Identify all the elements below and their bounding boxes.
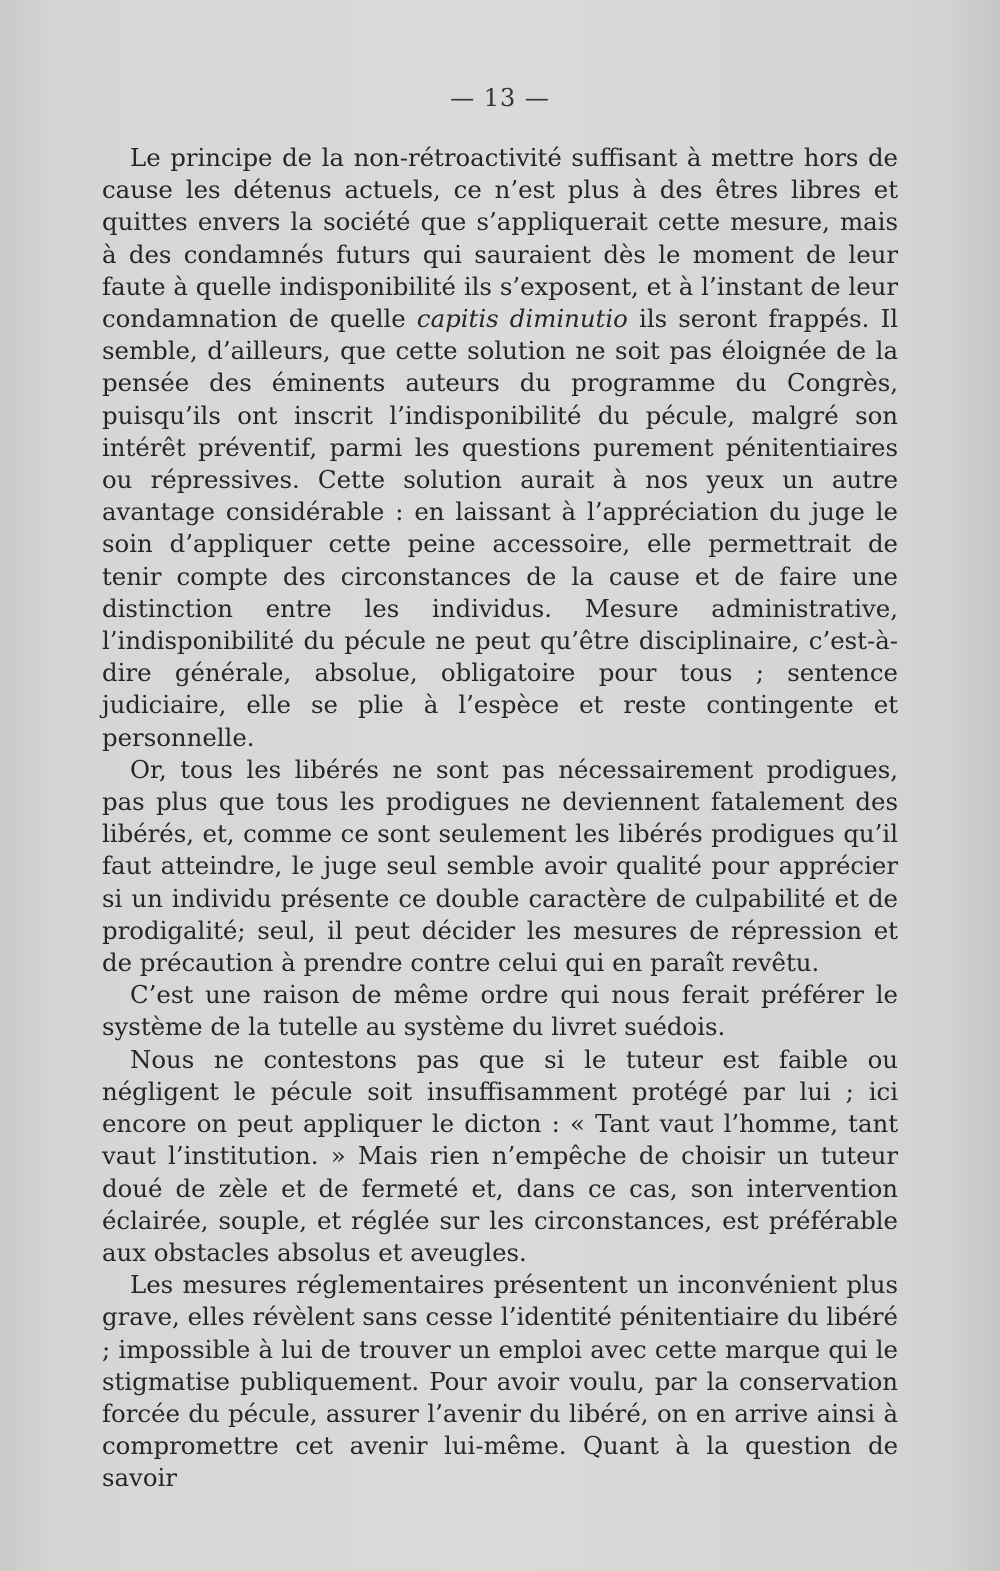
paragraph-4: Nous ne contestons pas que si le tuteur est faible ou négligent le pécule soit insuffisamment protégé par lui ; ici encore on peut appliquer le dicton : « Tant vaut l’homme, tant vaut l’institution. » Mais rien n’empêche de choisir un tuteur doué de zèle et de fermeté et, dans ce cas, son intervention éclairée, souple, et réglée sur les circonstances, est préférable aux obstacles absolus et aveugles.: [102, 1044, 898, 1267]
paragraph-3: C’est une raison de même ordre qui nous ferait préférer le système de la tutelle au système du livret suédois.: [102, 980, 898, 1042]
paragraph-5: Les mesures réglementaires présentent un inconvénient plus grave, elles révèlent sans cesse l’identité pénitentiaire du libéré ; impossible à lui de trouver un emploi avec cette marque qui le stigmatise publiquement. Pour avoir voulu, par la conservation forcée du pécule, assurer l’avenir du libéré, on en arrive ainsi à compromettre cet avenir lui-même. Quant à la question de savoir: [102, 1270, 898, 1493]
paragraph-1: [102, 142, 898, 754]
paragraph-1-text-end: ils seront frappés. Il semble, d’ailleurs, que cette solution ne soit pas éloignée de la pensée des éminents auteurs du programme du Congrès, puisqu’ils ont inscrit l’indisponibilité du pécule, malgré son intérêt préventif, parmi les questions purement pénitentiaires ou répressives. Cette solution aurait à nos yeux un autre avantage considérable : en laissant à l’appréciation du juge le soin d’appliquer cette peine accessoire, elle permettrait de tenir compte des circonstances de la cause et de faire une distinction entre les individus. Mesure administrative, l’indisponibilité du pécule ne peut qu’être disciplinaire, c’est-à-dire générale, absolue, obligatoire pour tous ; sentence judiciaire, elle se plie à l’espèce et reste contingente et personnelle.: [102, 304, 899, 752]
page-number: — 13 —: [450, 84, 550, 112]
paragraph-1-text-start: Le principe de la non-rétroactivité suffisant à mettre hors de cause les détenus actuels, ce n’est plus à des êtres libres et quittes envers la société que s’appliquerait cette mesure, mais à des condamnés futurs qui sauraient dès le moment de leur faute à quelle indisponibilité ils s’exposent, et à l’instant de leur condamnation de quelle: [102, 143, 898, 334]
body-text: [102, 142, 898, 1495]
paragraph-2: Or, tous les libérés ne sont pas nécessairement prodigues, pas plus que tous les prodigues ne deviennent fatalement des libérés, et, comme ce sont seulement les libérés prodigues qu’il faut atteindre, le juge seul semble avoir qualité pour apprécier si un individu présente ce double caractère de culpabilité et de prodigalité; seul, il peut décider les mesures de répression et de précaution à prendre contre celui qui en paraît revêtu.: [102, 754, 898, 978]
latin-phrase: capitis diminutio: [416, 304, 628, 334]
